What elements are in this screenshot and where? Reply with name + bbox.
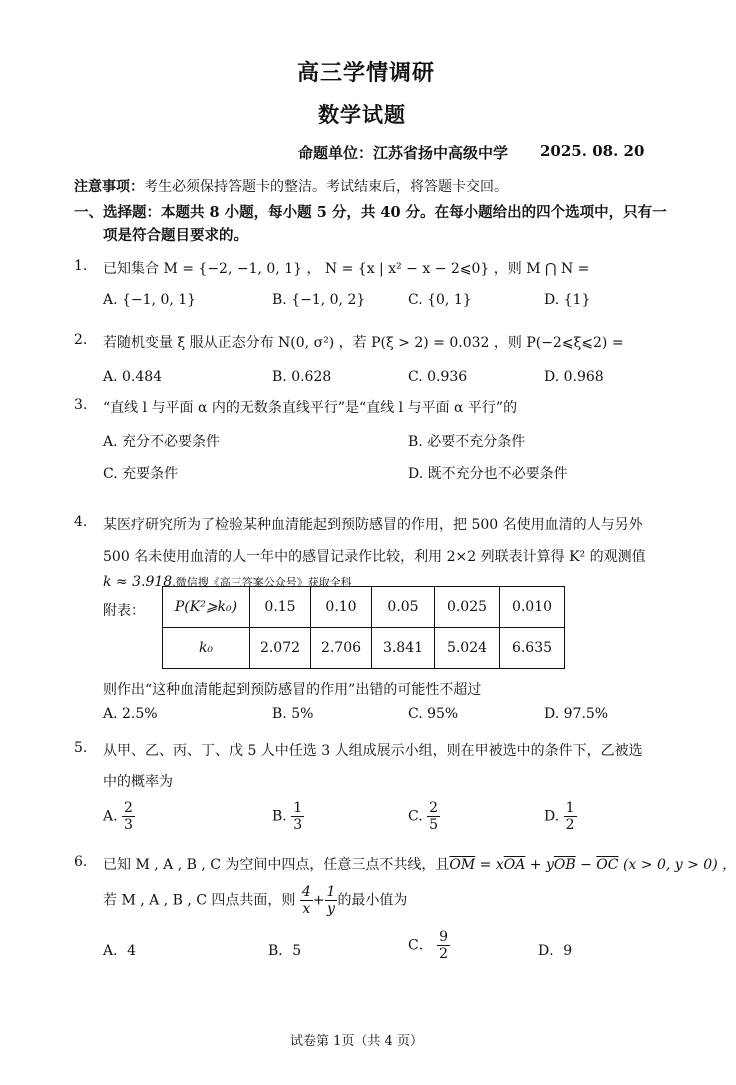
q6-number: 6. [74, 854, 88, 870]
table-cell: 0.05 [372, 587, 435, 628]
q5-number: 5. [74, 740, 88, 756]
q4-line2: 500 名未使用血清的人一年中的感冒记录作比较，利用 2×2 列联表计算得 K² 的观测值 [103, 549, 646, 565]
fraction-numerator: 4 [301, 884, 311, 900]
q5-line2: 中的概率为 [103, 774, 173, 790]
q3-option-b: B. 必要不充分条件 [408, 434, 526, 450]
q6-line2 [103, 884, 407, 917]
q4-line1: 某医疗研究所为了检验某种血清能起到预防感冒的作用，把 500 名使用血清的人与另外 [103, 517, 643, 533]
q4-note: .微信搜《高三答案公众号》获取全科 [172, 576, 352, 589]
q6-line2-end: 的最小值为 [337, 892, 408, 909]
q6-line2-text: 若 M , A , B , C 四点共面，则 [103, 892, 296, 909]
q1-number: 1. [74, 258, 88, 274]
page-footer: 试卷第 1页（共 4 页） [290, 1034, 423, 1049]
table-cell: 0.10 [311, 587, 372, 628]
fraction [325, 884, 338, 917]
q3-option-c: C. 充要条件 [103, 466, 179, 482]
vector-oc: $\overline{OC}$ [596, 857, 619, 873]
fraction-denominator: 3 [293, 817, 303, 834]
q6-line1-text: 已知 M , A , B , C 为空间中四点，任意三点不共线，且 [103, 857, 450, 873]
q6-option-a: A．4 [103, 943, 137, 959]
table-row [163, 628, 565, 669]
q3-option-d: D. 既不充分也不必要条件 [408, 466, 568, 482]
q3-option-a: A. 充分不必要条件 [103, 434, 221, 450]
fraction-numerator: 2 [124, 800, 133, 816]
fraction-denominator: 3 [124, 817, 133, 834]
fraction-denominator: y [327, 901, 335, 918]
section-heading-line1: 一、选择题：本题共 8 小题，每小题 5 分，共 40 分。在每小题给出的四个选项中，只有一 [74, 204, 667, 221]
q2-option-a: A. 0.484 [103, 369, 163, 385]
q2-text: 若随机变量 ξ 服从正态分布 N(0, σ²) ，若 P(ξ > 2) = 0.032 ，则 P(−2⩽ξ⩽2) = [103, 335, 624, 351]
q6-option-d: D．9 [538, 943, 573, 959]
q4-after-text: 则作出“这种血清能起到预防感冒的作用”出错的可能性不超过 [103, 682, 482, 698]
fraction-numerator: 9 [439, 929, 449, 945]
notice-text: 考生必须保持答题卡的整洁。考试结束后，将答题卡交回。 [144, 179, 508, 195]
fraction [291, 800, 304, 833]
option-label: B. [272, 808, 287, 825]
q3-text: “直线 l 与平面 α 内的无数条直线平行”是“直线 l 与平面 α 平行”的 [103, 400, 518, 416]
q6-option-b: B．5 [268, 943, 302, 959]
table-cell: P(K²⩾k₀) [163, 587, 250, 628]
option-label: C. [408, 808, 423, 825]
q4-option-a: A. 2.5% [103, 706, 158, 722]
q5-line1: 从甲、乙、丙、丁、戊 5 人中任选 3 人组成展示小组，则在甲被选中的条件下，乙被选 [103, 743, 643, 759]
q4-number: 4. [74, 514, 88, 530]
table-cell: 0.15 [250, 587, 311, 628]
fraction-denominator: x [302, 901, 311, 918]
q1-text: 已知集合 M = {−2, −1, 0, 1} ， N = {x | x² − x − 2⩽0} ，则 M ⋂ N = [103, 261, 590, 277]
critical-value-table [162, 586, 565, 669]
table-cell: 6.635 [500, 628, 565, 669]
q2-option-c: C. 0.936 [408, 369, 468, 385]
q2-option-b: B. 0.628 [272, 369, 332, 385]
exam-subtitle: 数学试题 [318, 102, 406, 127]
q6-condition: (x > 0, y > 0) ， [618, 857, 736, 873]
q5-option-c [408, 800, 440, 833]
section-heading-line2: 项是符合题目要求的。 [103, 227, 248, 244]
q4-option-c: C. 95% [408, 706, 459, 722]
q1-option-d: D. {1} [544, 292, 591, 308]
q4-table-label: 附表： [103, 603, 145, 619]
q4-option-d: D. 97.5% [544, 706, 609, 722]
vector-om: $\overline{OM}$ [449, 857, 476, 873]
fraction-numerator: 1 [565, 800, 575, 816]
table-cell: 3.841 [372, 628, 435, 669]
plus-sign: + [312, 892, 325, 909]
option-label: C． [408, 937, 433, 954]
fraction [437, 929, 450, 962]
option-label: A. [103, 808, 118, 825]
q1-option-c: C. {0, 1} [408, 292, 472, 308]
fraction [300, 884, 313, 917]
q5-option-d [544, 800, 577, 833]
notice-label: 注意事项： [74, 179, 144, 195]
q2-number: 2. [74, 332, 88, 348]
q6-eq: = x [475, 857, 504, 873]
fraction-denominator: 5 [429, 817, 439, 834]
table-cell: 5.024 [435, 628, 500, 669]
exam-title: 高三学情调研 [297, 60, 436, 86]
fraction [122, 800, 135, 833]
q1-option-b: B. {−1, 0, 2} [272, 292, 366, 308]
q4-option-b: B. 5% [272, 706, 314, 722]
q5-option-a [103, 800, 135, 833]
fraction-denominator: 2 [439, 946, 449, 963]
notice [74, 176, 508, 196]
q6-option-c [408, 929, 450, 962]
table-cell: 0.010 [500, 587, 565, 628]
fraction-numerator: 1 [293, 800, 303, 816]
q6-plus: + y [525, 857, 554, 873]
q5-option-b [272, 800, 304, 833]
fraction-numerator: 2 [429, 800, 439, 816]
table-cell: 2.072 [250, 628, 311, 669]
table-cell: 0.025 [435, 587, 500, 628]
fraction [564, 800, 577, 833]
q3-number: 3. [74, 397, 88, 413]
table-cell: k₀ [163, 628, 250, 669]
fraction-denominator: 2 [565, 817, 575, 834]
option-label: D. [544, 808, 560, 825]
q4-k-value: k ≈ 3.918 [103, 574, 173, 590]
unit-label: 命题单位：江苏省扬中高级中学 [298, 144, 509, 162]
q6-minus: − [575, 857, 597, 873]
vector-ob: $\overline{OB}$ [553, 857, 576, 873]
exam-date: 2025. 08. 20 [540, 142, 645, 160]
table-row [163, 587, 565, 628]
q2-option-d: D. 0.968 [544, 369, 604, 385]
vector-oa: $\overline{OA}$ [503, 857, 526, 873]
q6-line1 [103, 854, 736, 874]
fraction-numerator: 1 [326, 884, 336, 900]
fraction [427, 800, 440, 833]
table-cell: 2.706 [311, 628, 372, 669]
q1-option-a: A. {−1, 0, 1} [103, 292, 197, 308]
